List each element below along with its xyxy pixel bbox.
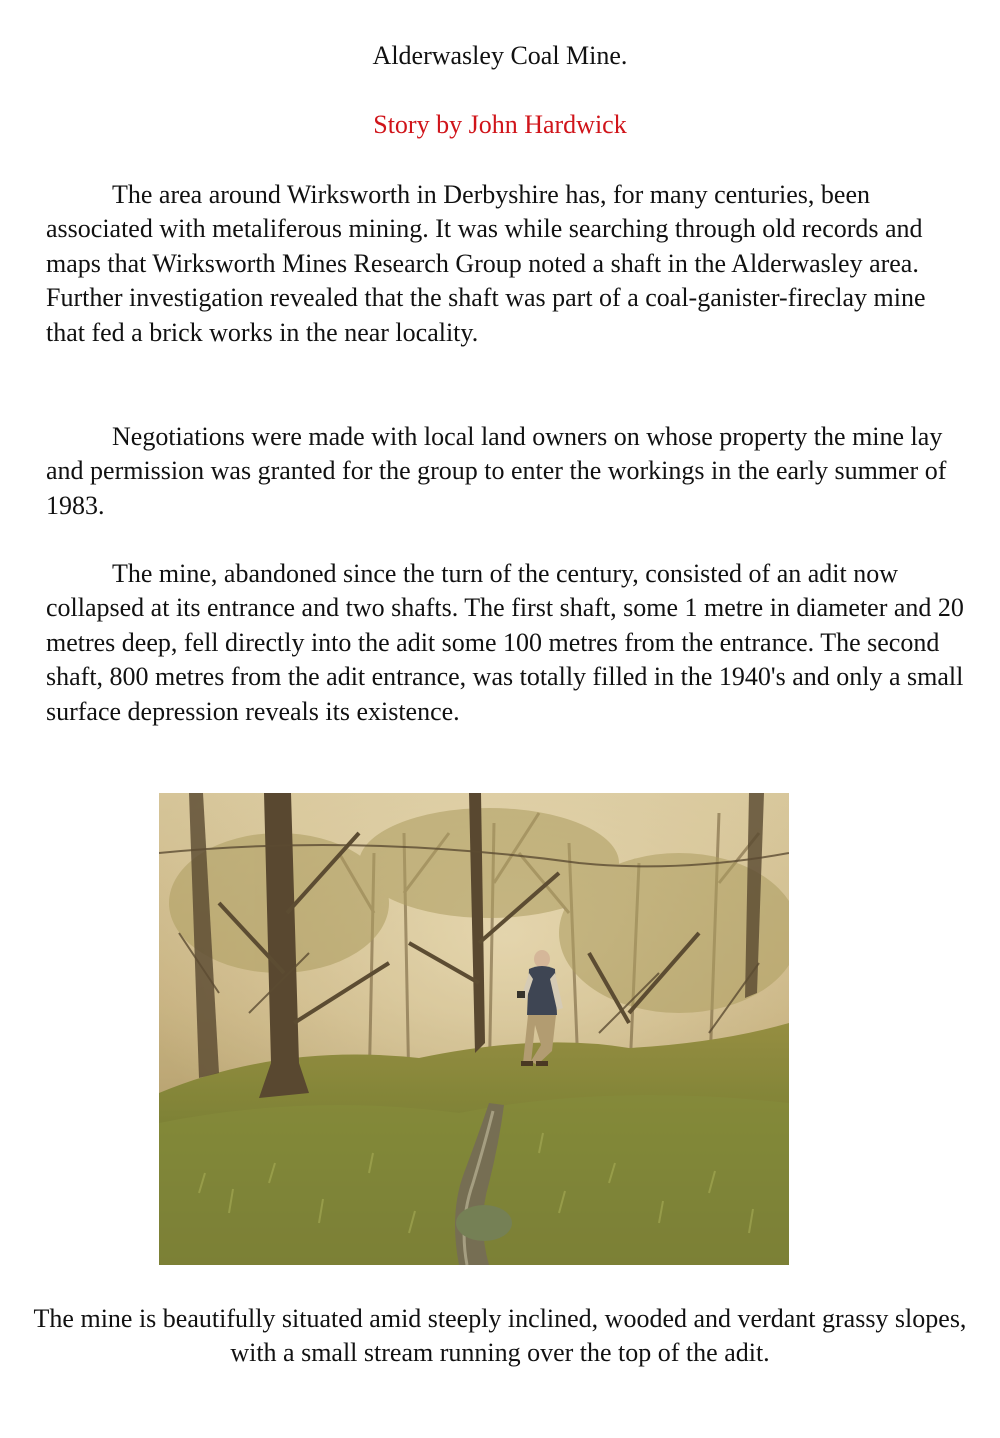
paragraph-2: Negotiations were made with local land owners on whose property the mine lay and permission was granted for the group to enter the workings in the early summer of 1983. [46, 422, 947, 520]
document-byline: Story by John Hardwick [373, 110, 627, 139]
paragraph-1: The area around Wirksworth in Derbyshire has, for many centuries, been associated with metaliferous mining. It was while searching through old records and maps that Wirksworth Mines Research Group noted a shaft in the Alderwasley area. Further investigation revealed that the shaft was part of a coal-ganister-fireclay mine that fed a brick works in the near locality. [46, 180, 926, 347]
document-title: Alderwasley Coal Mine. [372, 41, 628, 70]
woodland-photo [159, 793, 789, 1265]
photo-caption: The mine is beautifully situated amid steeply inclined, wooded and verdant grassy slopes, with a small stream running over the top of the adit. [33, 1304, 967, 1368]
paragraph-3: The mine, abandoned since the turn of the century, consisted of an adit now collapsed at its entrance and two shafts. The first shaft, some 1 metre in diameter and 20 metres deep, fell directly into the adit some 100 metres from the entrance. The second shaft, 800 metres from the adit entrance, was totally filled in the 1940's and only a small surface depression reveals its existence. [46, 559, 964, 726]
woodland-scene-illustration [159, 793, 789, 1265]
